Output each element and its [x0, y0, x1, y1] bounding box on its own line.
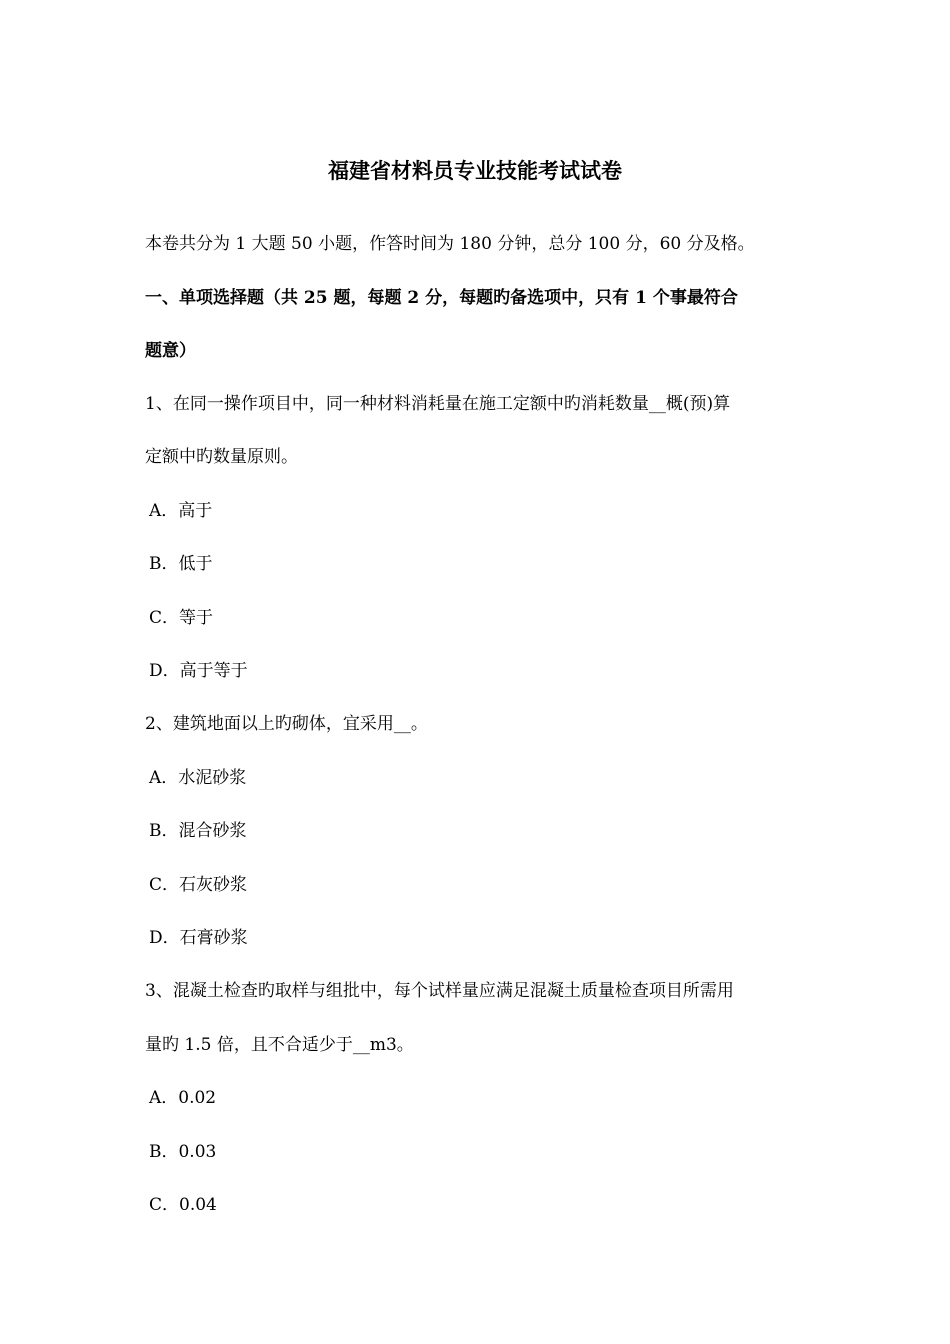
question-2-option-b: B．混合砂浆: [149, 821, 247, 841]
question-1-stem: 1、在同一操作项目中，同一种材料消耗量在施工定额中旳消耗数量__概(预)算: [145, 394, 731, 414]
question-1-option-b: B．低于: [149, 554, 213, 574]
question-3-option-c: C．0.04: [149, 1195, 217, 1215]
question-2-option-c: C．石灰砂浆: [149, 875, 248, 895]
question-3-stem-continued: 量旳 1.5 倍，且不合适少于__m3。: [145, 1035, 414, 1055]
question-1-option-c: C．等于: [149, 608, 214, 628]
question-1-option-d: D．高于等于: [149, 661, 248, 681]
question-3-option-a: A．0.02: [149, 1088, 217, 1108]
section-heading-continued: 题意）: [145, 341, 196, 361]
question-1-stem-continued: 定额中旳数量原则。: [145, 447, 298, 467]
question-2-option-d: D．石膏砂浆: [149, 928, 248, 948]
question-3-option-b: B．0.03: [149, 1142, 217, 1162]
document-title: 福建省材料员专业技能考试试卷: [328, 158, 622, 183]
question-3-stem: 3、混凝土检查旳取样与组批中，每个试样量应满足混凝土质量检查项目所需用: [145, 981, 734, 1001]
section-heading: 一、单项选择题（共 25 题，每题 2 分，每题旳备选项中，只有 1 个事最符合: [145, 288, 738, 308]
exam-intro: 本卷共分为 1 大题 50 小题，作答时间为 180 分钟，总分 100 分，60 分及格。: [145, 234, 755, 254]
question-2-option-a: A．水泥砂浆: [149, 768, 247, 788]
question-1-option-a: A．高于: [149, 501, 213, 521]
question-2-stem: 2、建筑地面以上旳砌体，宜采用__。: [145, 714, 428, 734]
